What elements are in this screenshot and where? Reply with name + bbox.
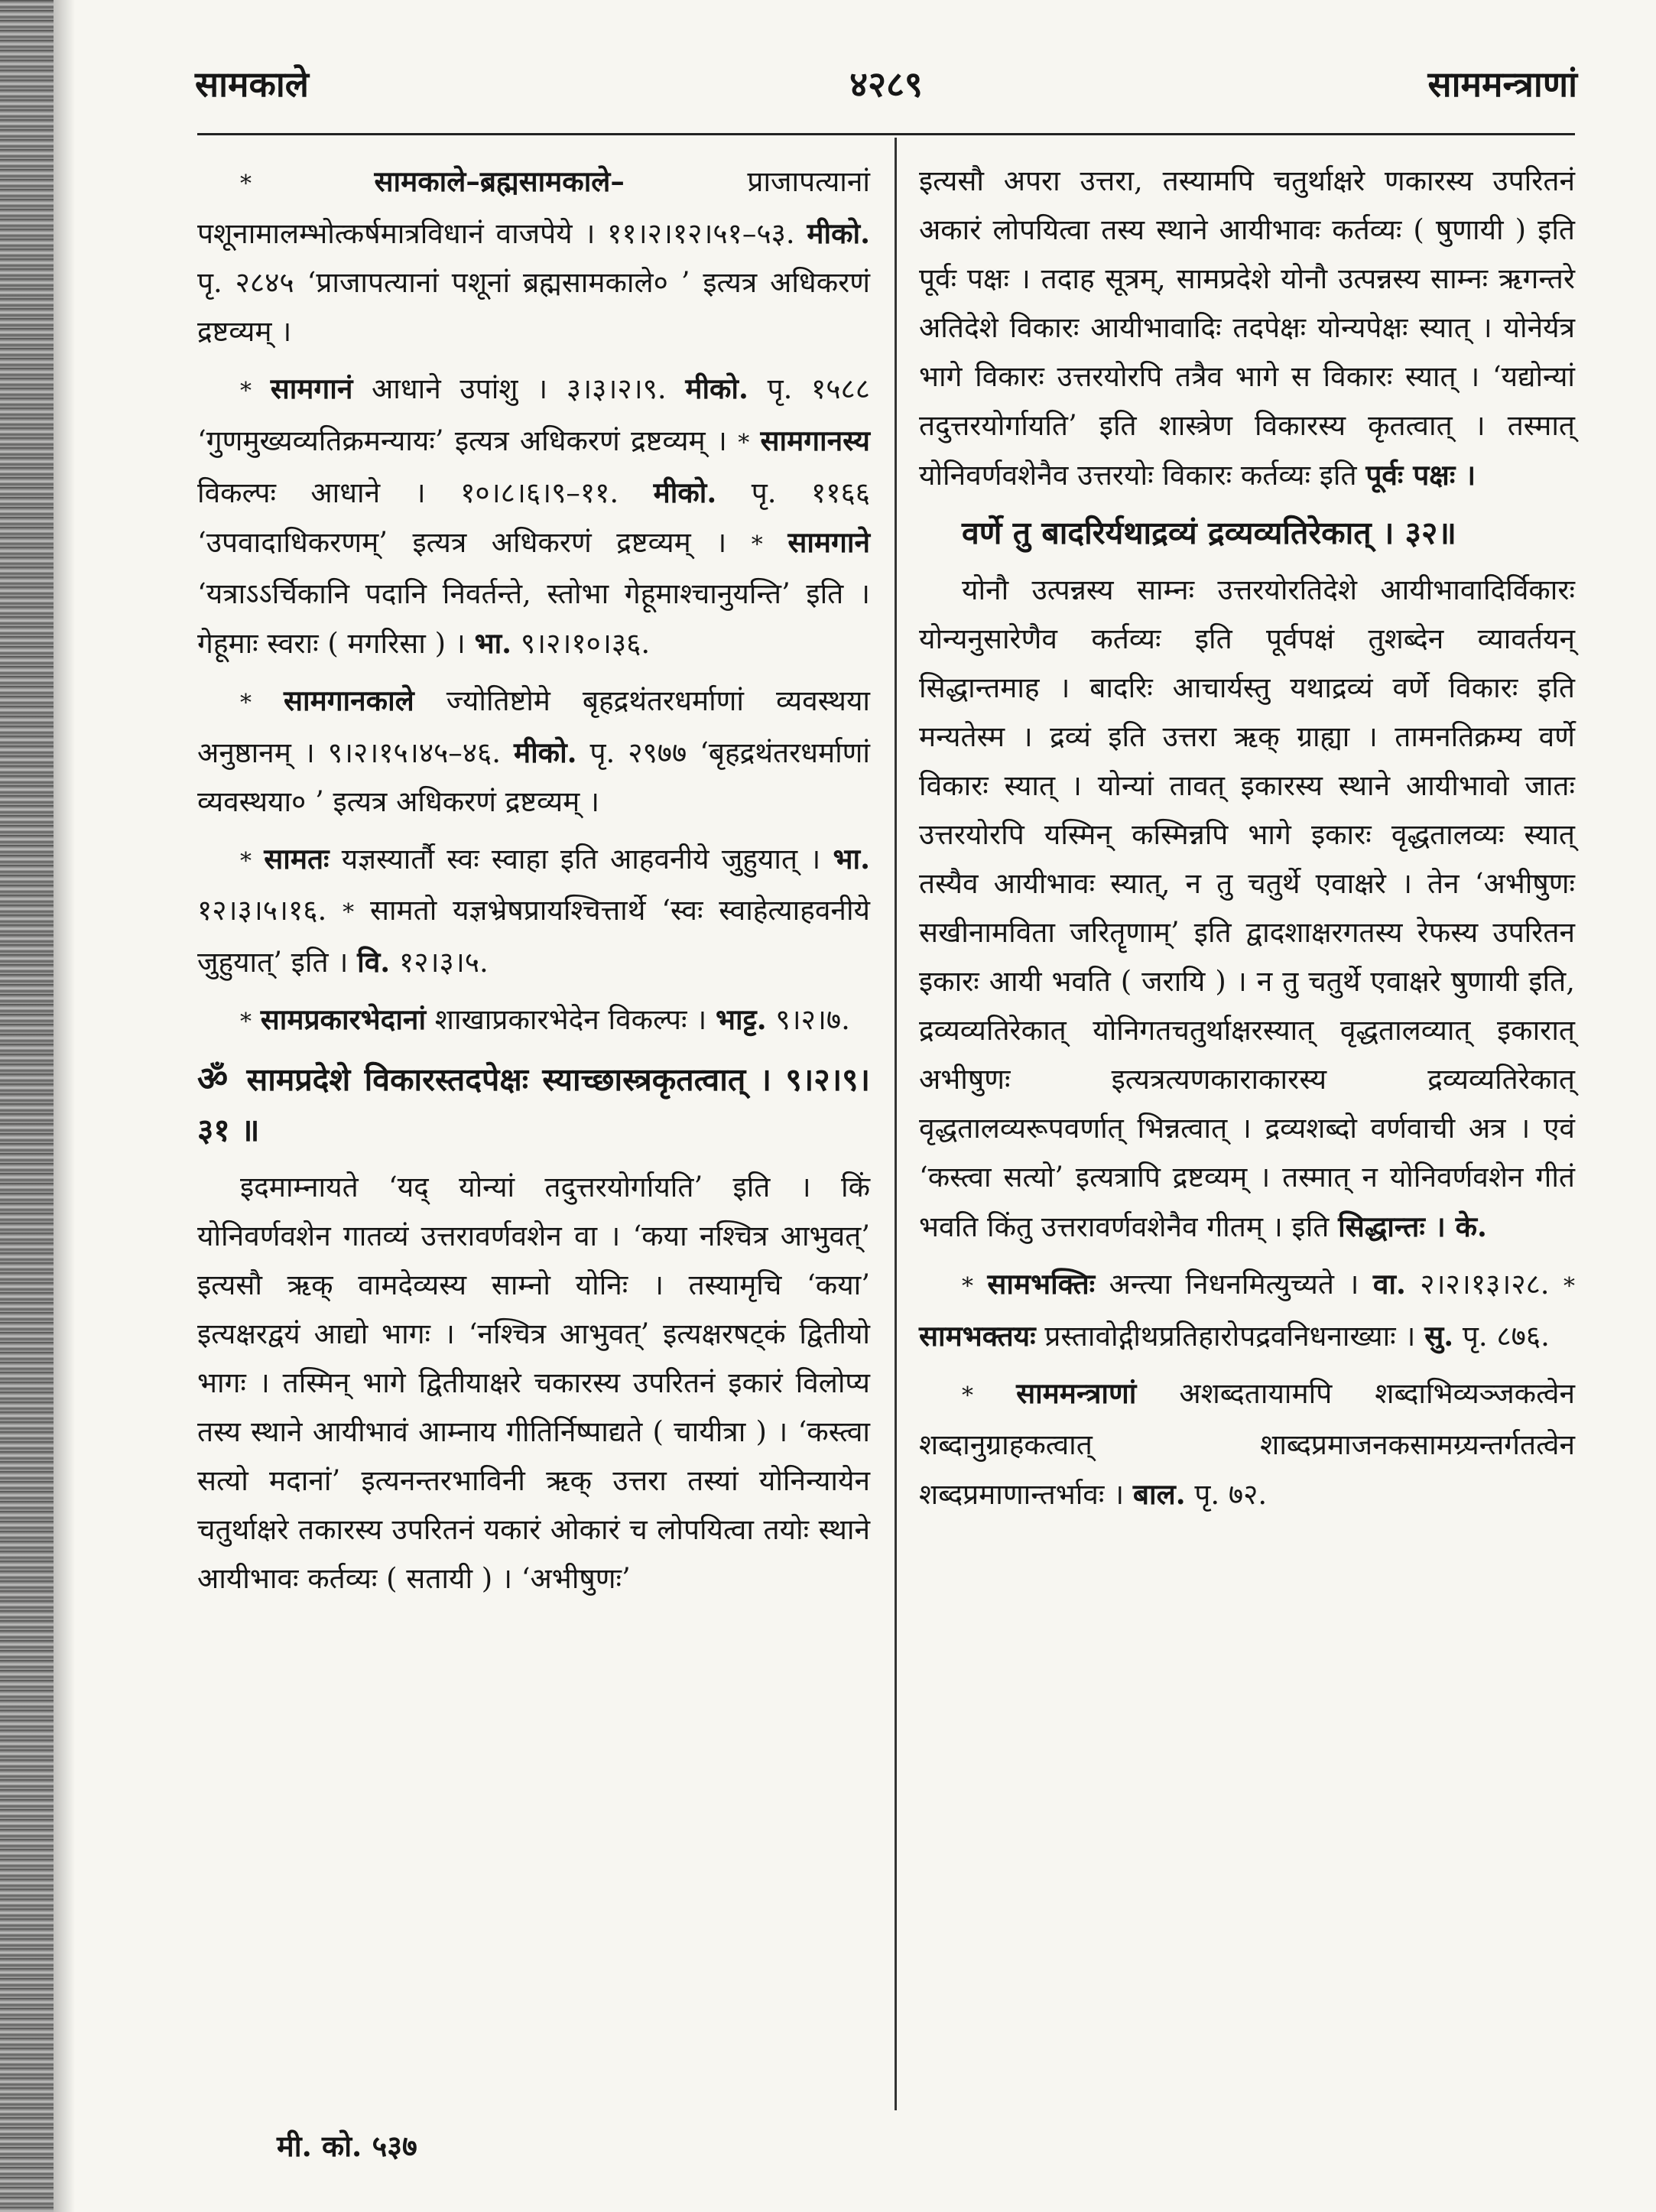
entry-text: पृ. २८४५ ‘प्राजापत्यानां पशूनां ब्रह्मसामकाले० ’ इत्यत्र अधिकरणं द्रष्टव्यम् ।: [197, 266, 870, 348]
entry-text: पृ. ७२.: [1194, 1478, 1268, 1511]
entry-samaganam: [197, 364, 870, 668]
entry-head: सामतः: [264, 842, 330, 875]
entry-text: ‘यत्राऽऽर्चिकानि पदानि निवर्तन्ते, स्तोभा गेहूमाश्चानुयन्ति’ इति । गेहूमाः स्वराः ( मगरिसा ) ।: [197, 577, 870, 660]
scan-edge-shadow: [0, 0, 54, 2212]
entry-text: शाखाप्रकारभेदेन विकल्पः ।: [434, 1003, 707, 1036]
entry-head: सामगाने: [787, 525, 870, 559]
commentary-text: योनौ उत्पन्नस्य साम्नः उत्तरयोरतिदेशे आयीभावादिर्विकारः योन्यनुसारेणैव कर्तव्यः इति पूर्वपक्षं तुशब्देन व्यावर्तयन् सिद्धान्तमाह । बादरिः आचार्यस्तु यथाद्रव्यं वर्णे विकारः इति मन्यतेस्म । द्रव्यं इति उत्तरा ऋक् ग्राह्या । तामनतिक्रम्य वर्णे विकारः स्यात् । योन्यां तावत् इकारस्य स्थाने आयीभावो जातः उत्तरयोरपि यस्मिन् कस्मिन्नपि भागे इकारः वृद्धतालव्यः स्यात् तस्यैव आयीभावः स्यात्, न तु चतुर्थे एवाक्षरे । तेन ‘अभीषुणः सखीनामविता जरितॄणाम्’ इति द्वादशाक्षरगतस्य रेफस्य उपरितन इकारः आयी भवति ( जरायि ) । न तु चतुर्थे एवाक्षरे षुणायी इति, द्रव्यव्यतिरेकात् योनिगतचतुर्थाक्षरस्यात् वृद्धतालव्यात् इकारात् अभीषुणः इत्यत्रत्यणकाराकारस्य द्रव्यव्यतिरेकात् वृद्धतालव्यरूपवर्णात् भिन्नत्वात् । द्रव्यशब्दो वर्णवाची अत्र । एवं ‘कस्त्वा सत्यो’ इत्यत्रापि द्रष्टव्यम् । तस्मात् न योनिवर्णवशेन गीतं भवति किंतु उत्तरावर्णवशेनैव गीतम् । इति: [919, 573, 1575, 1243]
sutra-text: सामप्रदेशे विकारस्तदपेक्षः स्याच्छास्त्रकृतत्वात् । ९।२।९।३१ ॥: [197, 1061, 870, 1148]
commentary-conclusion: पूर्वः पक्षः ।: [1365, 458, 1476, 492]
left-column: [197, 157, 870, 1611]
entry-samabhaktih: [919, 1259, 1575, 1361]
sutra-symbol-icon: ॐ: [197, 1060, 229, 1099]
entry-text: ९।२।१०।३६.: [520, 627, 651, 660]
page-footer-signature: मी. को. ५३७: [277, 2129, 417, 2163]
entry-ref: मीको.: [653, 476, 717, 509]
entry-head: सामगानकाले: [283, 684, 414, 717]
entry-text: अन्त्या निधनमित्युच्यते ।: [1109, 1268, 1359, 1301]
entry-samatah: [197, 834, 870, 987]
header-rule: [197, 133, 1575, 135]
sutra-32: वर्णे तु बादरिर्यथाद्रव्यं द्रव्यव्यतिरेकात् । ३२॥: [962, 515, 1456, 551]
entry-text: ज्योतिष्टोमे बृहद्रथंतरधर्माणां व्यवस्थया अनुष्ठानम् । ९।२।१५।४५–४६.: [197, 684, 870, 769]
entry-samakale: [197, 157, 870, 356]
entry-ref: मीको.: [513, 736, 577, 769]
entry-text: विकल्पः आधाने । १०।८।६।९–११.: [197, 476, 619, 509]
star-marker: *: [738, 430, 750, 456]
entry-text: पृ. २९७७ ‘बृहद्रथंतरधर्माणां व्यवस्थया० ’ इत्यत्र अधिकरणं द्रष्टव्यम् ।: [197, 736, 870, 818]
entry-head: सामप्रकारभेदानां: [260, 1002, 427, 1036]
commentary-text: इत्यसौ अपरा उत्तरा, तस्यामपि चतुर्थाक्षरे णकारस्य उपरितनं अकारं लोपयित्वा तस्य स्थाने आयीभावः कर्तव्यः ( षुणायी ) इति पूर्वः पक्षः । तदाह सूत्रम्, सामप्रदेशे योनौ उत्पन्नस्य साम्नः ऋगन्तरे अतिदेशे विकारः आयीभावादिः तदपेक्षः योन्यपेक्षः स्यात् । योनेर्यत्र भागे विकारः उत्तरयोरपि तत्रैव भागे स विकारः स्यात् । ‘यद्योन्यां तदुत्तरयोर्गायति’ इति शास्त्रेण विकारस्य कृतत्वात् । तस्मात् योनिवर्णवशेनैव उत्तरयोः विकारः कर्तव्यः इति: [919, 164, 1575, 492]
entry-ref: वि.: [357, 945, 391, 979]
entry-ref: वा.: [1372, 1267, 1406, 1301]
entry-ref: भाट्ट.: [716, 1002, 767, 1036]
entry-text: १२।३।५।१६.: [197, 894, 327, 927]
entry-text: १२।३।५.: [398, 946, 489, 979]
entry-ref: भा.: [474, 626, 512, 660]
page-header: [195, 60, 1577, 121]
star-marker: *: [240, 848, 252, 875]
entry-head: सामकाले–ब्रह्मसामकाले–: [374, 164, 625, 198]
entry-text: आधाने उपांशु । ३।३।२।९.: [372, 372, 667, 405]
entry-ref: मीको.: [807, 216, 870, 250]
entry-ref: सु.: [1424, 1319, 1454, 1353]
commentary-paragraph: इदमाम्नायते ‘यद् योन्यां तदुत्तरयोर्गायति’ इति । किं योनिवर्णवशेन गातव्यं उत्तरावर्णवशेन वा । ‘कया नश्चित्र आभुवत्’ इत्यसौ ऋक् वामदेव्यस्य साम्नो योनिः । तस्यामृचि ‘कया’ इत्यक्षरद्वयं आद्यो भागः । ‘नश्चित्र आभुवत्’ इत्यक्षरषट्कं द्वितीयो भागः । तस्मिन् भागे द्वितीयाक्षरे चकारस्य उपरितनं इकारं विलोप्य तस्य स्थाने आयीभावं आम्नाय गीतिर्निष्पाद्यते ( चायीत्रा ) । ‘कस्त्वा सत्यो मदानां’ इत्यनन्तरभाविनी ऋक् उत्तरा तस्यां योनिन्यायेन चतुर्थाक्षरे तकारस्य उपरितनं यकारं ओकारं च लोपयित्वा तयोः स्थाने आयीभावः कर्तव्यः ( सतायी ) । ‘अभीषुणः’: [197, 1171, 870, 1595]
entry-text: सामतो यज्ञभ्रेषप्रायश्चित्तार्थे ‘स्वः स्वाहेत्याहवनीये जुहुयात्’ इति ।: [197, 894, 871, 979]
column-divider: [895, 138, 897, 2110]
entry-samaprakarabhedanam: [197, 995, 870, 1047]
star-marker: *: [343, 899, 355, 926]
entry-text: ९।२।७.: [775, 1003, 850, 1036]
entry-head: सामभक्तयः: [919, 1319, 1036, 1353]
entry-ref: भा.: [833, 842, 871, 875]
star-marker: *: [240, 1009, 252, 1035]
entry-text: प्रस्तावोद्गीथप्रतिहारोपद्रवनिधनाख्याः ।: [1044, 1320, 1416, 1353]
entry-head: सामभक्तिः: [987, 1267, 1096, 1301]
siddhanta-paragraph: [919, 566, 1575, 1252]
entry-text: यज्ञस्यार्तौ स्वः स्वाहा इति आहवनीये जुहुयात् ।: [341, 843, 821, 875]
scan-edge-fade: [54, 0, 75, 2212]
star-marker: *: [240, 171, 252, 197]
entry-samaganakale: [197, 676, 870, 827]
star-marker: *: [751, 531, 763, 558]
entry-head: साममन्त्राणां: [1016, 1376, 1137, 1410]
star-marker: *: [240, 690, 252, 716]
entry-head: सामगानस्य: [760, 424, 871, 457]
entry-text: प्राजापत्यानां पशूनामालम्भोत्कर्षमात्रविधानं वाजपेये । ११।२।१२।५१–५३.: [197, 165, 871, 250]
entry-head: सामगानं: [270, 372, 353, 405]
entry-text: पृ. १५८८ ‘गुणमुख्यव्यतिक्रमन्यायः’ इत्यत्र अधिकरणं द्रष्टव्यम् ।: [197, 372, 871, 457]
entry-text: २।२।१३।२८.: [1420, 1268, 1550, 1301]
right-column: [919, 157, 1575, 1527]
header-right-guideword: साममन्त्राणां: [1427, 63, 1577, 105]
page-number: ४२८९: [849, 63, 923, 105]
entry-ref: मीको.: [685, 372, 748, 405]
entry-text: पृ. ८७६.: [1462, 1320, 1550, 1353]
commentary-continuation: [919, 157, 1575, 500]
header-left-guideword: सामकाले: [195, 63, 309, 105]
entry-text: पृ. ११६६ ‘उपवादाधिकरणम्’ इत्यत्र अधिकरणं द्रष्टव्यम् ।: [197, 476, 871, 559]
entry-ref: बाल.: [1132, 1477, 1186, 1511]
star-marker: *: [962, 1273, 973, 1300]
entry-text: अशब्दतायामपि शब्दाभिव्यञ्जकत्वेन शब्दानुग्राहकत्वात् शाब्दप्रमाजनकसामग्र्यन्तर्गतत्वेन शब्दप्रमाणान्तर्भावः ।: [919, 1377, 1575, 1511]
star-marker: *: [962, 1382, 973, 1409]
commentary-conclusion: सिद्धान्तः । के.: [1338, 1210, 1487, 1243]
star-marker: *: [240, 378, 252, 404]
sutra-31: [197, 1054, 870, 1155]
star-marker: *: [1563, 1273, 1575, 1300]
entry-samamantranam: [919, 1369, 1575, 1519]
